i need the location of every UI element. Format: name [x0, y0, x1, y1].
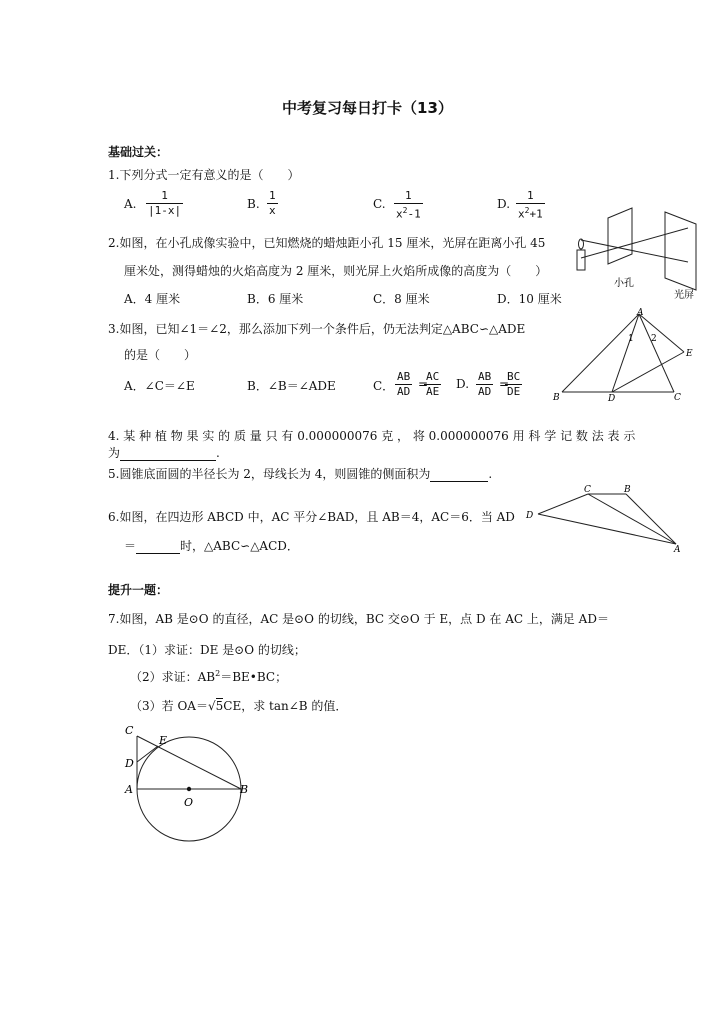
q3-c-f1-num: AB: [397, 370, 411, 383]
q1-option-c-den-rest: -1: [407, 207, 421, 221]
q1-option-b-label: B.: [247, 197, 260, 211]
q4-line-2: [108, 444, 220, 461]
screen-plate: [665, 212, 696, 290]
fig7-label-o: O: [184, 796, 194, 809]
fig6-label-a: A: [674, 545, 681, 555]
section-heading-basic: 基础过关：: [108, 145, 169, 159]
q6-line-2: [124, 537, 299, 554]
q3-option-b: B．∠B＝∠ADE: [247, 379, 336, 393]
segment-ca: [588, 494, 676, 544]
q2-option-d: D．10 厘米: [497, 292, 562, 306]
section-heading-advanced: 提升一题：: [108, 583, 169, 597]
q3-line-2: 的是（ ）: [124, 348, 197, 362]
q2-line-1: 2.如图，在小孔成像实验中，已知燃烧的蜡烛距小孔 15 厘米，光屏在距离小孔 45: [108, 236, 546, 250]
q3-option-d-fraction-2: [505, 370, 522, 399]
q4-suffix: .: [216, 446, 220, 460]
q3-c-f1-den: AD: [397, 385, 411, 398]
q7-part3-radicand: 5: [215, 699, 224, 713]
page-title: 中考复习每日打卡（13）: [282, 99, 453, 117]
segment-bc: [137, 736, 241, 789]
fig6-label-c: C: [584, 485, 591, 495]
q1-option-b-numerator: 1: [269, 189, 276, 202]
q1-option-d-denominator: [516, 204, 545, 222]
q3-option-d-label: D.: [456, 377, 470, 391]
center-point-o: [187, 787, 191, 791]
segment-dc: [538, 494, 588, 514]
segment-ae: [639, 314, 684, 352]
q3-d-f1-den: AD: [478, 385, 492, 398]
q1-option-d-numerator: 1: [516, 189, 545, 204]
segment-de: [612, 352, 684, 392]
q2-option-c: C．8 厘米: [373, 292, 430, 306]
fig3-label-a: A: [637, 308, 644, 318]
q4-line-1: 4. 某 种 植 物 果 实 的 质 量 只 有 0.000000076 克 ， 将 0.000000076 用 科 学 记 数 法 表 示: [108, 429, 636, 443]
fig-label-hole: 小孔: [614, 278, 634, 289]
q6-answer-blank: [136, 539, 180, 554]
q4-prefix: 为: [108, 446, 121, 460]
q5-line: [108, 465, 492, 482]
q5-answer-blank: [430, 467, 488, 482]
q6-suffix: 时，△ABC∽△ACD．: [180, 539, 299, 553]
q4-answer-blank: [120, 446, 216, 461]
q1-option-a-denominator: |1-x|: [148, 204, 182, 217]
segment-ad: [612, 314, 639, 392]
candle-body: [577, 250, 585, 270]
q3-c-f2-num: AC: [426, 370, 440, 383]
q3-c-f2-den: AE: [426, 385, 440, 398]
q2-line-2: 厘米处，测得蜡烛的火焰高度为 2 厘米，则光屏上火焰所成像的高度为（ ）: [124, 264, 548, 278]
q5-suffix: .: [488, 467, 493, 481]
fig7-label-d: D: [125, 757, 134, 770]
q1-option-d-den-base: x: [518, 207, 525, 221]
fig3-label-angle-1: 1: [628, 334, 634, 344]
q3-option-c-fraction-2: [424, 370, 441, 399]
q2-option-b: B．6 厘米: [247, 292, 304, 306]
fig3-label-c: C: [674, 393, 681, 403]
q1-option-c-den-base: x: [396, 207, 403, 221]
q3-option-a: A．∠C＝∠E: [124, 379, 195, 393]
q3-line-1: 3.如图，已知∠1＝∠2，那么添加下列一个条件后，仍无法判定△ABC∽△ADE: [108, 322, 526, 336]
q1-option-d-label: D.: [497, 197, 511, 211]
fig-label-screen: 光屏: [674, 290, 694, 301]
q6-quadrilateral-figure: [520, 480, 690, 558]
q7-part2-pre: （2）求证：AB: [130, 670, 216, 684]
q5-text: 5.圆锥底面圆的半径长为 2，母线长为 4，则圆锥的侧面积为: [108, 467, 431, 481]
q7-part2-post: ＝BE•BC；: [220, 670, 288, 684]
q1-option-b-denominator: x: [269, 204, 276, 217]
q1-option-c-denominator: [394, 204, 423, 222]
fig3-label-b: B: [553, 393, 560, 403]
q3-option-d-eq: =: [499, 377, 510, 391]
q3-option-c-label: C．: [373, 379, 395, 393]
q1-option-a-numerator: 1: [146, 189, 183, 204]
segment-ba: [626, 494, 676, 544]
fig3-label-angle-2: 2: [651, 334, 657, 344]
hole-plate: [608, 208, 632, 264]
q7-line-1: 7.如图，AB 是⊙O 的直径，AC 是⊙O 的切线，BC 交⊙O 于 E，点 D 在 AC 上，满足 AD＝: [108, 612, 609, 626]
q1-option-d-den-rest: +1: [529, 207, 543, 221]
q3-option-d-fraction-1: [476, 370, 493, 399]
q7-line-4: [130, 697, 347, 714]
segment-ac: [639, 314, 674, 392]
q6-prefix: ＝: [124, 539, 137, 553]
fig7-label-c: C: [125, 724, 134, 737]
q1-option-c-numerator: 1: [394, 189, 423, 204]
fig7-label-e: E: [159, 734, 168, 747]
q1-option-c-label: C.: [373, 197, 386, 211]
q3-d-f2-den: DE: [507, 385, 521, 398]
q7-part3-post: CE，求 tan∠B 的值．: [223, 699, 348, 713]
fig3-label-e: E: [686, 349, 693, 359]
q1-option-c-den-sup: 2: [402, 206, 408, 215]
q1-option-a-label: A.: [124, 197, 137, 211]
q3-d-f1-num: AB: [478, 370, 492, 383]
segment-da: [538, 514, 676, 544]
q1-option-d-den-sup: 2: [524, 206, 530, 215]
q3-option-c-eq: =: [418, 377, 429, 391]
q1-option-a-fraction: [146, 189, 183, 218]
q7-circle-figure: [120, 718, 260, 842]
fig6-label-d: D: [526, 511, 534, 521]
q7-line-2: DE．（1）求证：DE 是⊙O 的切线；: [108, 643, 306, 657]
q7-line-3: [130, 668, 287, 685]
sqrt-icon: √: [207, 699, 216, 713]
fig7-label-a: A: [125, 783, 133, 796]
q3-triangle-figure: [548, 308, 706, 408]
fig7-label-b: B: [240, 783, 249, 796]
q3-d-f2-num: BC: [507, 370, 521, 383]
segment-ab: [562, 314, 639, 392]
q6-line-1: 6.如图，在四边形 ABCD 中，AC 平分∠BAD，且 AB＝4，AC＝6．当 AD: [108, 510, 515, 524]
q1-option-c-fraction: [394, 189, 423, 222]
fig3-label-d: D: [608, 394, 616, 404]
q7-part2-sup: 2: [215, 669, 221, 678]
q2-pinhole-figure: [568, 200, 708, 310]
q1-stem: 1.下列分式一定有意义的是（ ）: [108, 168, 300, 182]
fig6-label-b: B: [624, 485, 631, 495]
q1-option-d-fraction: [516, 189, 545, 222]
q7-part3-pre: （3）若 OA＝: [130, 699, 208, 713]
q1-option-b-fraction: [267, 189, 278, 218]
q2-option-a: A．4 厘米: [124, 292, 181, 306]
q3-option-c-fraction-1: [395, 370, 412, 399]
segment-de: [137, 746, 158, 762]
